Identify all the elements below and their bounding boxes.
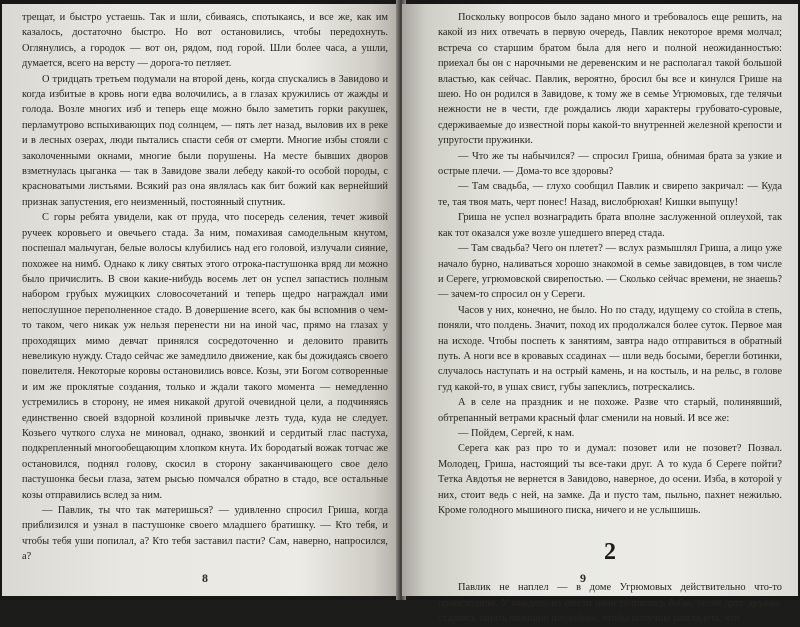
paragraph: О тридцать третьем подумали на второй день, когда спускались в Завидово и когда избитые в кровь ноги едва волочились, а в глазах кружились от жажды и голода. Возле многих изб и теперь еще можно было заметить горки ракушек, перламутрово вспыхивающих под солнцем, — пять лет назад, выловив их в реке и в лесных озерах, люди пытались спасти себя от смерти. Многие избы стояли с заколоченными окнами, многие были порушены. На месте бывших дворов взметнулась цыганка — так в Завидове звали лебеду какой-то особой породы, с красноватыми листьями. Всякий раз она являлась как бит божий как вернейший признак запустения, его неизменный, постоянный спутник.	[22, 73, 388, 208]
page-number: 8	[202, 571, 208, 585]
paragraph: С горы ребята увидели, как от пруда, что посередь селения, течет живой ручеек коровьего и овечьего стада. За ним, помахивая самодельным кнутом, поспешал мальчуган, белые волосы клубились над его головой, излучали сияние, похожее на нимб. Однако к лику святых этого отрока-пастушонка вряд ли можно было причислить. В свои какие-нибудь восемь лет он успел запастись полным набором грубых мужицких словосочетаний и теперь щедро награждал ими непослушное переполненное стадо. В довершение всего, как бы вспомнив о чем-то таком, чего никак уж нельзя перенести ни на иной час, прямо на глазах у проходящих мимо девчат принялся сосредоточенно и деловито править невеликую нужду. Стадо сейчас же замедлило движение, как бы дожидаясь своего повелителя. Некоторые коровы остановились вовсе. Козы, эти Богом сотворенные и им же проклятые создания, только и ждали такого момента — немедленно устремились в сторону, не имея никакой другой очевидной цели, а подчиняясь единственно своей вздорной козлиной привычке лезть туда, куда не следует. Козьего чуткого слуха не миновал, однако, звонкий и сердитый глас пастуха, подкрепленный многообещающим хлопком кнута. Их бородатый вожак тотчас же остановился, поднял голову, скосил в сторону заканчивающего свое дело пастушонка бесьи глаза, затем рысью помчался обратно в стадо, все остальные козы отправились вслед за ним.	[22, 212, 388, 501]
paragraph: — Пойдем, Сергей, к нам.	[458, 427, 575, 439]
left-page-text	[22, 10, 388, 565]
chapter-number: 2	[604, 539, 616, 566]
paragraph: Поскольку вопросов было задано много и требовалось еще решить, на какой из них отвечать в первую очередь, Павлик некоторое время молчал; встреча со старшим братом была для него и полной неожиданностью: приехал бы он с нарочными не деревенским и не располагал такой большой властью, как сейчас. Павлик, вероятно, бросил бы все и кинулся Грише на шею. Но он родился в Завидове, к тому же в семье Угрюмовых, где телячьи нежности не в чести, где рождались люди характеры грубовато-суровые, сдерживаемые до известной поры какой-то внутренней железной крепости и упругости пружинки.	[438, 12, 782, 147]
paragraph: — Там свадьба? Чего он плетет? — вслух размышлял Гриша, а лицо уже начало бурно, наливаться хорошо знакомой в семье завидовцев, в том числе и Сереге, угрюмовской свирепостью. — Сколько сейчас времени, не знаешь? — зачем-то спросил он у Сереги.	[438, 243, 782, 301]
paragraph: Часов у них, конечно, не было. Но по стаду, идущему со стойла в степь, поняли, что полдень. Значит, поход их продолжался более суток. Первое мая на исходе. Чтобы поспеть к занятиям, завтра надо отправиться в обратный путь. А ноги все в кровавых ссадинах — шли ведь босыми, берегли ботинки, случалось наступать и на острый камень, и на костыль, и на рельс, в голове гуд какой-то, в ушах свист, губы запеклись, потрескались.	[438, 304, 782, 393]
paragraph: — Павлик, ты что так материшься? — удивленно спросил Гриша, когда приблизился и узнал в пастушонке своего младшего братишку. — Кто тебя, и чтобы тебя уши попилал, а? Кто тебя заставил пасти? Сам, наверно, напросился, а?	[22, 505, 388, 563]
right-page-text	[438, 10, 782, 627]
paragraph: — Что же ты набычился? — спросил Гриша, обнимая брата за узкие и острые плечи. — Дома-то все здоровы?	[438, 150, 782, 178]
page-number: 9	[580, 571, 586, 585]
right-page	[402, 4, 798, 625]
paragraph: — Там свадьба, — глухо сообщил Павлик и свирепо закричал: — Куда те, тая твоя мать, черт понес! Назад, вислобрюхая! Кишки выпущу!	[438, 181, 782, 208]
left-page	[2, 4, 400, 596]
paragraph: Павлик не наплел — в доме Угрюмовых действительно что-то происходило. У каждого из шести окон толпились бабы, тесня друг дружку, стараясь занять позицию поудобнее, чтобы получше разглядеть, что	[438, 582, 782, 625]
paragraph: А в селе на праздник и не похоже. Разве что старый, полинявший, обтрепанный ветрами красный флаг сменили на новый. И все же:	[438, 397, 782, 424]
paragraph: Гриша не успел вознаградить брата вполне заслуженной оплеухой, так как тот оказался уже возле ушедшего вперед стада.	[438, 212, 782, 239]
paragraph: Серега как раз про то и думал: позовет или не позовет? Позвал. Молодец, Гриша, настоящий ты все-таки друг. А то куда б Сереге пойти? Тетка Авдотья не вернется в Завидово, наверное, до осени. Изба, в которой у них, стоит ведь с ней, на замке. Да и пусто там, пыльно, пахнет нежилью. Кроме голодного мышиного писка, ничего и не услышишь.	[438, 443, 782, 516]
paragraph: трещат, и быстро устаешь. Так и шли, сбиваясь, спотыкаясь, и все же, как им казалось, достаточно быстро. Но вот остановились, чтобы передохнуть. Оглянулись, а городок — вот он, рядом, под горой. Шли более часа, а ушли, думается, всего на версту — дорога-то петляет.	[22, 12, 388, 70]
